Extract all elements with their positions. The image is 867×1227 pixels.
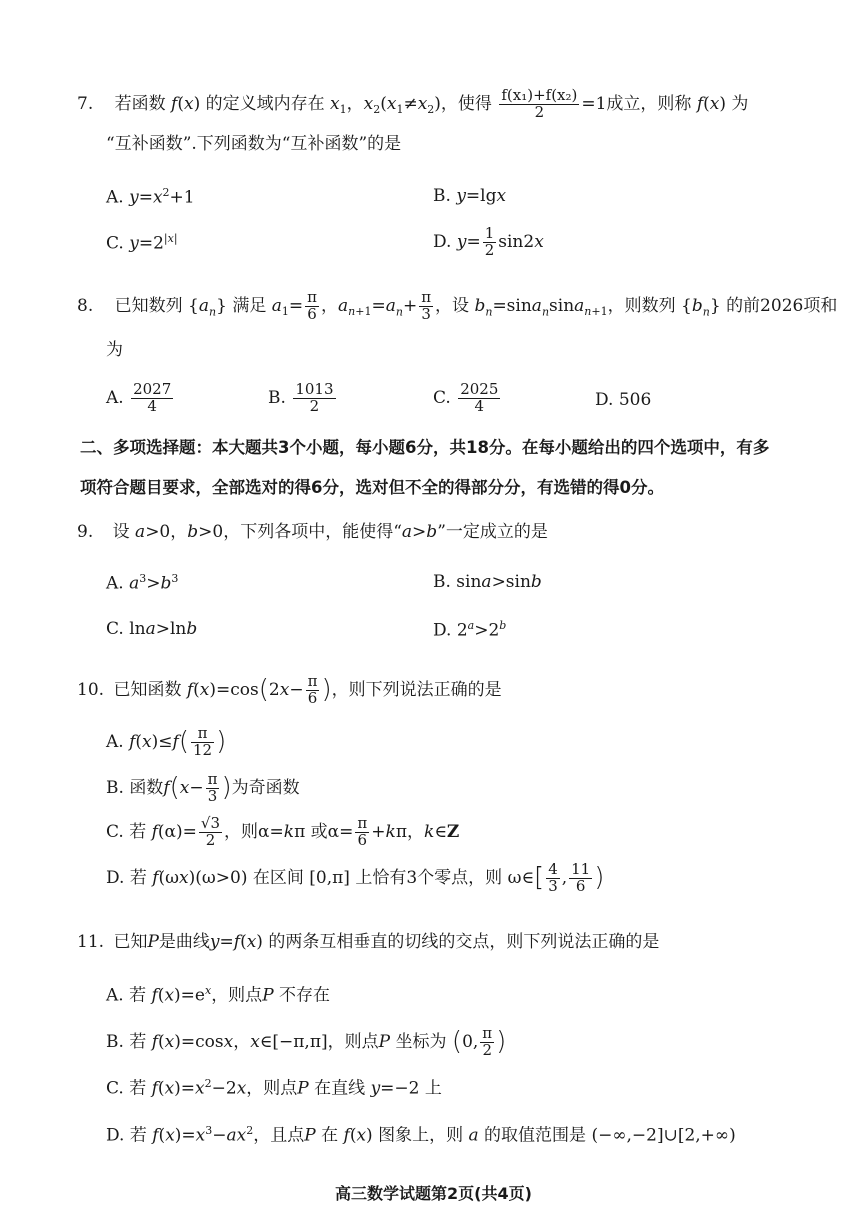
option-8d: D. 506 — [595, 390, 652, 410]
option-9b: B. sina>sinb — [433, 572, 542, 592]
option-8a: A. $\frac{2027}{4}$ — [106, 380, 172, 415]
section-2-heading-line1: 二、多项选择题：本大题共3个小题，每小题6分，共18分。在每小题给出的四个选项中，有多 — [80, 438, 770, 457]
option-9a: A. $a^3>b^3$ — [106, 572, 179, 594]
option-11d: D. 若 $f(x)=x^3-ax^2$，且点P 在 f(x) 图象上，则 a 的取值范围是 (−∞,−2]∪[2,+∞) — [106, 1124, 736, 1146]
option-7a: A. $y=x^2+1$ — [106, 186, 195, 208]
option-11c: C. 若 $f(x)=x^2-2x$，则点P 在直线 y=−2 上 — [106, 1077, 442, 1099]
question-number: 8. — [77, 295, 94, 316]
option-7c: C. $y=2^{|x|}$ — [106, 232, 178, 254]
option-10d: D. 若 f(ωx)(ω>0) 在区间 [0,π] 上恰有3个零点，则 ω∈[ $\frac{4}{3}$ , $\frac{11}{6}$ ) — [106, 860, 605, 895]
question-10-stem: 10. 已知函数 f(x)=cos(2x− $\frac{\pi}{6}$ )，则下列说法正确的是 — [77, 672, 502, 707]
option-10c: C. 若 f(α)= $\frac{√3}{2}$ ，则α=kπ 或α= $\frac{\pi}{6}$ +kπ，k∈Z — [106, 814, 460, 849]
fraction: $\frac{\text{f(x₁)+f(x₂)}}{2}$ — [501, 86, 578, 121]
question-number: 9. — [77, 522, 94, 542]
question-8-line2: 为 — [106, 340, 123, 360]
question-11-stem: 11. 已知P是曲线y=f(x) 的两条互相垂直的切线的交点，则下列说法正确的是 — [77, 932, 660, 952]
question-number: 11. — [77, 932, 105, 952]
option-11b: B. 若 f(x)=cosx，x∈[−π,π]，则点P 坐标为 (0, $\frac{\pi}{2}$ ) — [106, 1024, 507, 1059]
question-7-stem: 7. 若函数 f(x) 的定义域内存在 $x_1$，$x_2(x_1\ne x_2)$，使得 $\frac{\text{f(x₁)+f(x₂)}}{2}$ =1成立，则称 f(x) 为 — [77, 86, 749, 121]
option-10b: B. 函数f(x− $\frac{\pi}{3}$ )为奇函数 — [106, 770, 300, 805]
option-7b: B. y=lgx — [433, 186, 507, 206]
option-8c: C. $\frac{2025}{4}$ — [433, 380, 499, 415]
question-number: 7. — [77, 93, 94, 114]
option-9d: D. $2^a>2^b$ — [433, 619, 507, 641]
option-9c: C. lna>lnb — [106, 619, 198, 639]
question-number: 10. — [77, 679, 105, 700]
page-footer: 高三数学试题第2页(共4页) — [335, 1184, 532, 1203]
question-9-stem: 9. 设 a>0，b>0，下列各项中，能使得“a>b”一定成立的是 — [77, 522, 548, 542]
section-2-heading-line2: 项符合题目要求，全部选对的得6分，选对但不全的得部分分，有选错的得0分。 — [80, 478, 664, 497]
question-8-stem: 8. 已知数列 $\{a_n\}$ 满足 $a_1=$ $\frac{\pi}{6}$ ，$a_{n+1}=a_n+$ $\frac{\pi}{3}$ ，设 $b_n=\sin a_n\sin a_{n+1}$，则数列 $\{b_n\}$ 的前2026项和 — [77, 288, 838, 323]
option-8b: B. $\frac{1013}{2}$ — [268, 380, 334, 415]
option-11a: A. 若 $f(x)=e^x$，则点P 不存在 — [106, 984, 331, 1006]
question-7-line2: “互补函数”.下列函数为“互补函数”的是 — [106, 134, 402, 154]
option-7d: D. y= $\frac{1}{2}$ sin2x — [433, 224, 544, 259]
option-10a: A. f(x)≤f( $\frac{\pi}{12}$ ) — [106, 724, 227, 759]
